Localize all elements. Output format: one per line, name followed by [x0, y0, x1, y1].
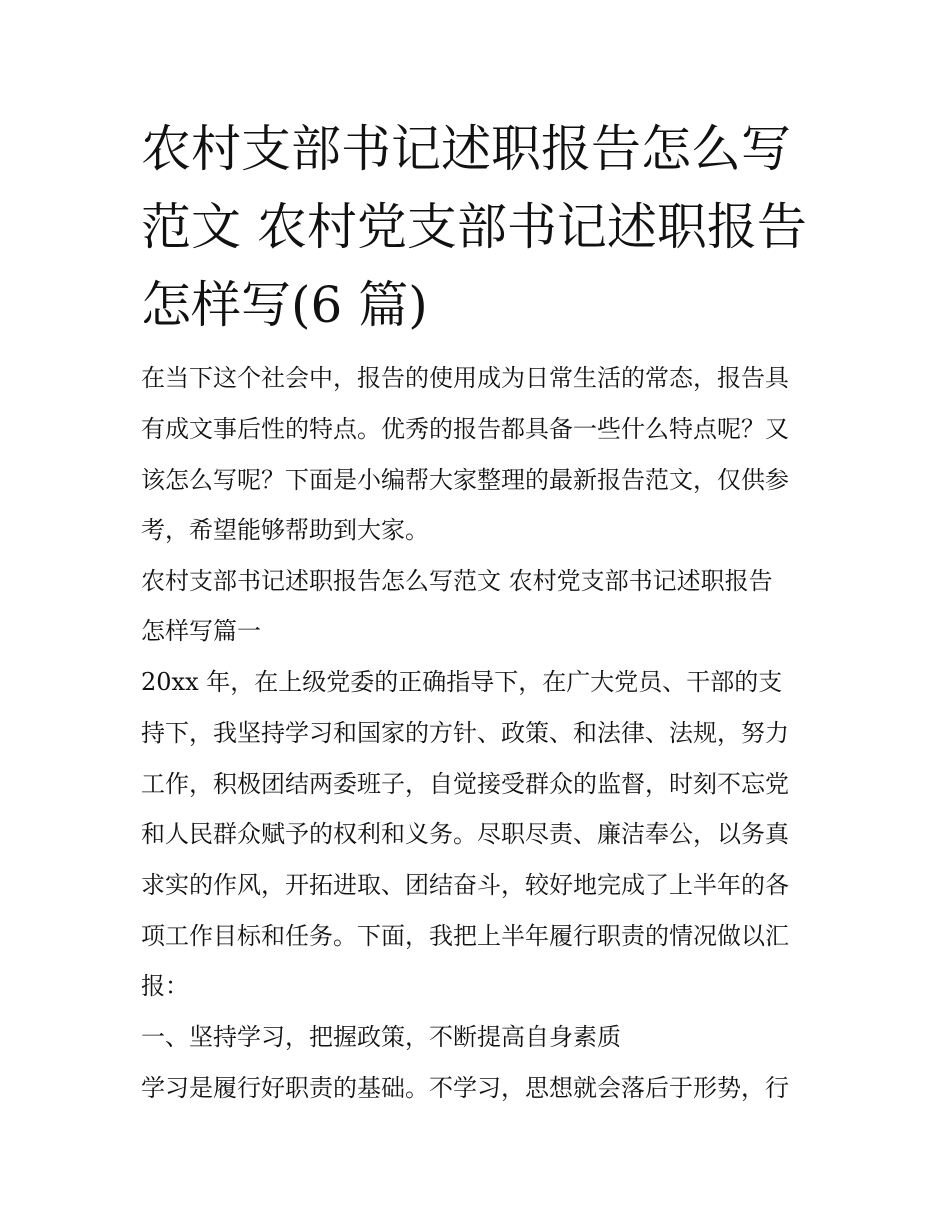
intro-paragraph-line: 考，希望能够帮助到大家。	[141, 516, 429, 544]
body-paragraph-line: 求实的作风，开拓进取、团结奋斗，较好地完成了上半年的各	[141, 871, 789, 899]
intro-paragraph-line: 在当下这个社会中，报告的使用成为日常生活的常态，报告具	[141, 364, 789, 392]
subsection-heading: 一、坚持学习，把握政策，不断提高自身素质	[141, 1023, 621, 1051]
document-title	[141, 110, 831, 344]
body-paragraph-line: 学习是履行好职责的基础。不学习，思想就会落后于形势，行	[141, 1074, 789, 1102]
title-line: 怎样写(6 篇)	[141, 276, 428, 334]
section-heading-line: 农村支部书记述职报告怎么写范文 农村党支部书记述职报告	[141, 567, 773, 595]
body-paragraph-line: 报：	[141, 972, 189, 1000]
intro-paragraph-line: 该怎么写呢？下面是小编帮大家整理的最新报告范文，仅供参	[141, 466, 789, 494]
section-heading-line: 怎样写篇一	[141, 617, 261, 645]
body-paragraph-line: 工作，积极团结两委班子，自觉接受群众的监督，时刻不忘党	[141, 770, 789, 798]
body-paragraph-line: 项工作目标和任务。下面，我把上半年履行职责的情况做以汇	[141, 922, 789, 950]
body-paragraph-line: 20xx 年，在上级党委的正确指导下，在广大党员、干部的支	[141, 668, 783, 696]
title-line: 农村支部书记述职报告怎么写	[141, 120, 791, 178]
body-paragraph-line: 持下，我坚持学习和国家的方针、政策、和法律、法规，努力	[141, 719, 789, 747]
body-paragraph-line: 和人民群众赋予的权利和义务。尽职尽责、廉洁奉公，以务真	[141, 820, 789, 848]
title-line: 范文 农村党支部书记述职报告	[141, 198, 807, 256]
intro-paragraph-line: 有成文事后性的特点。优秀的报告都具备一些什么特点呢？又	[141, 415, 789, 443]
